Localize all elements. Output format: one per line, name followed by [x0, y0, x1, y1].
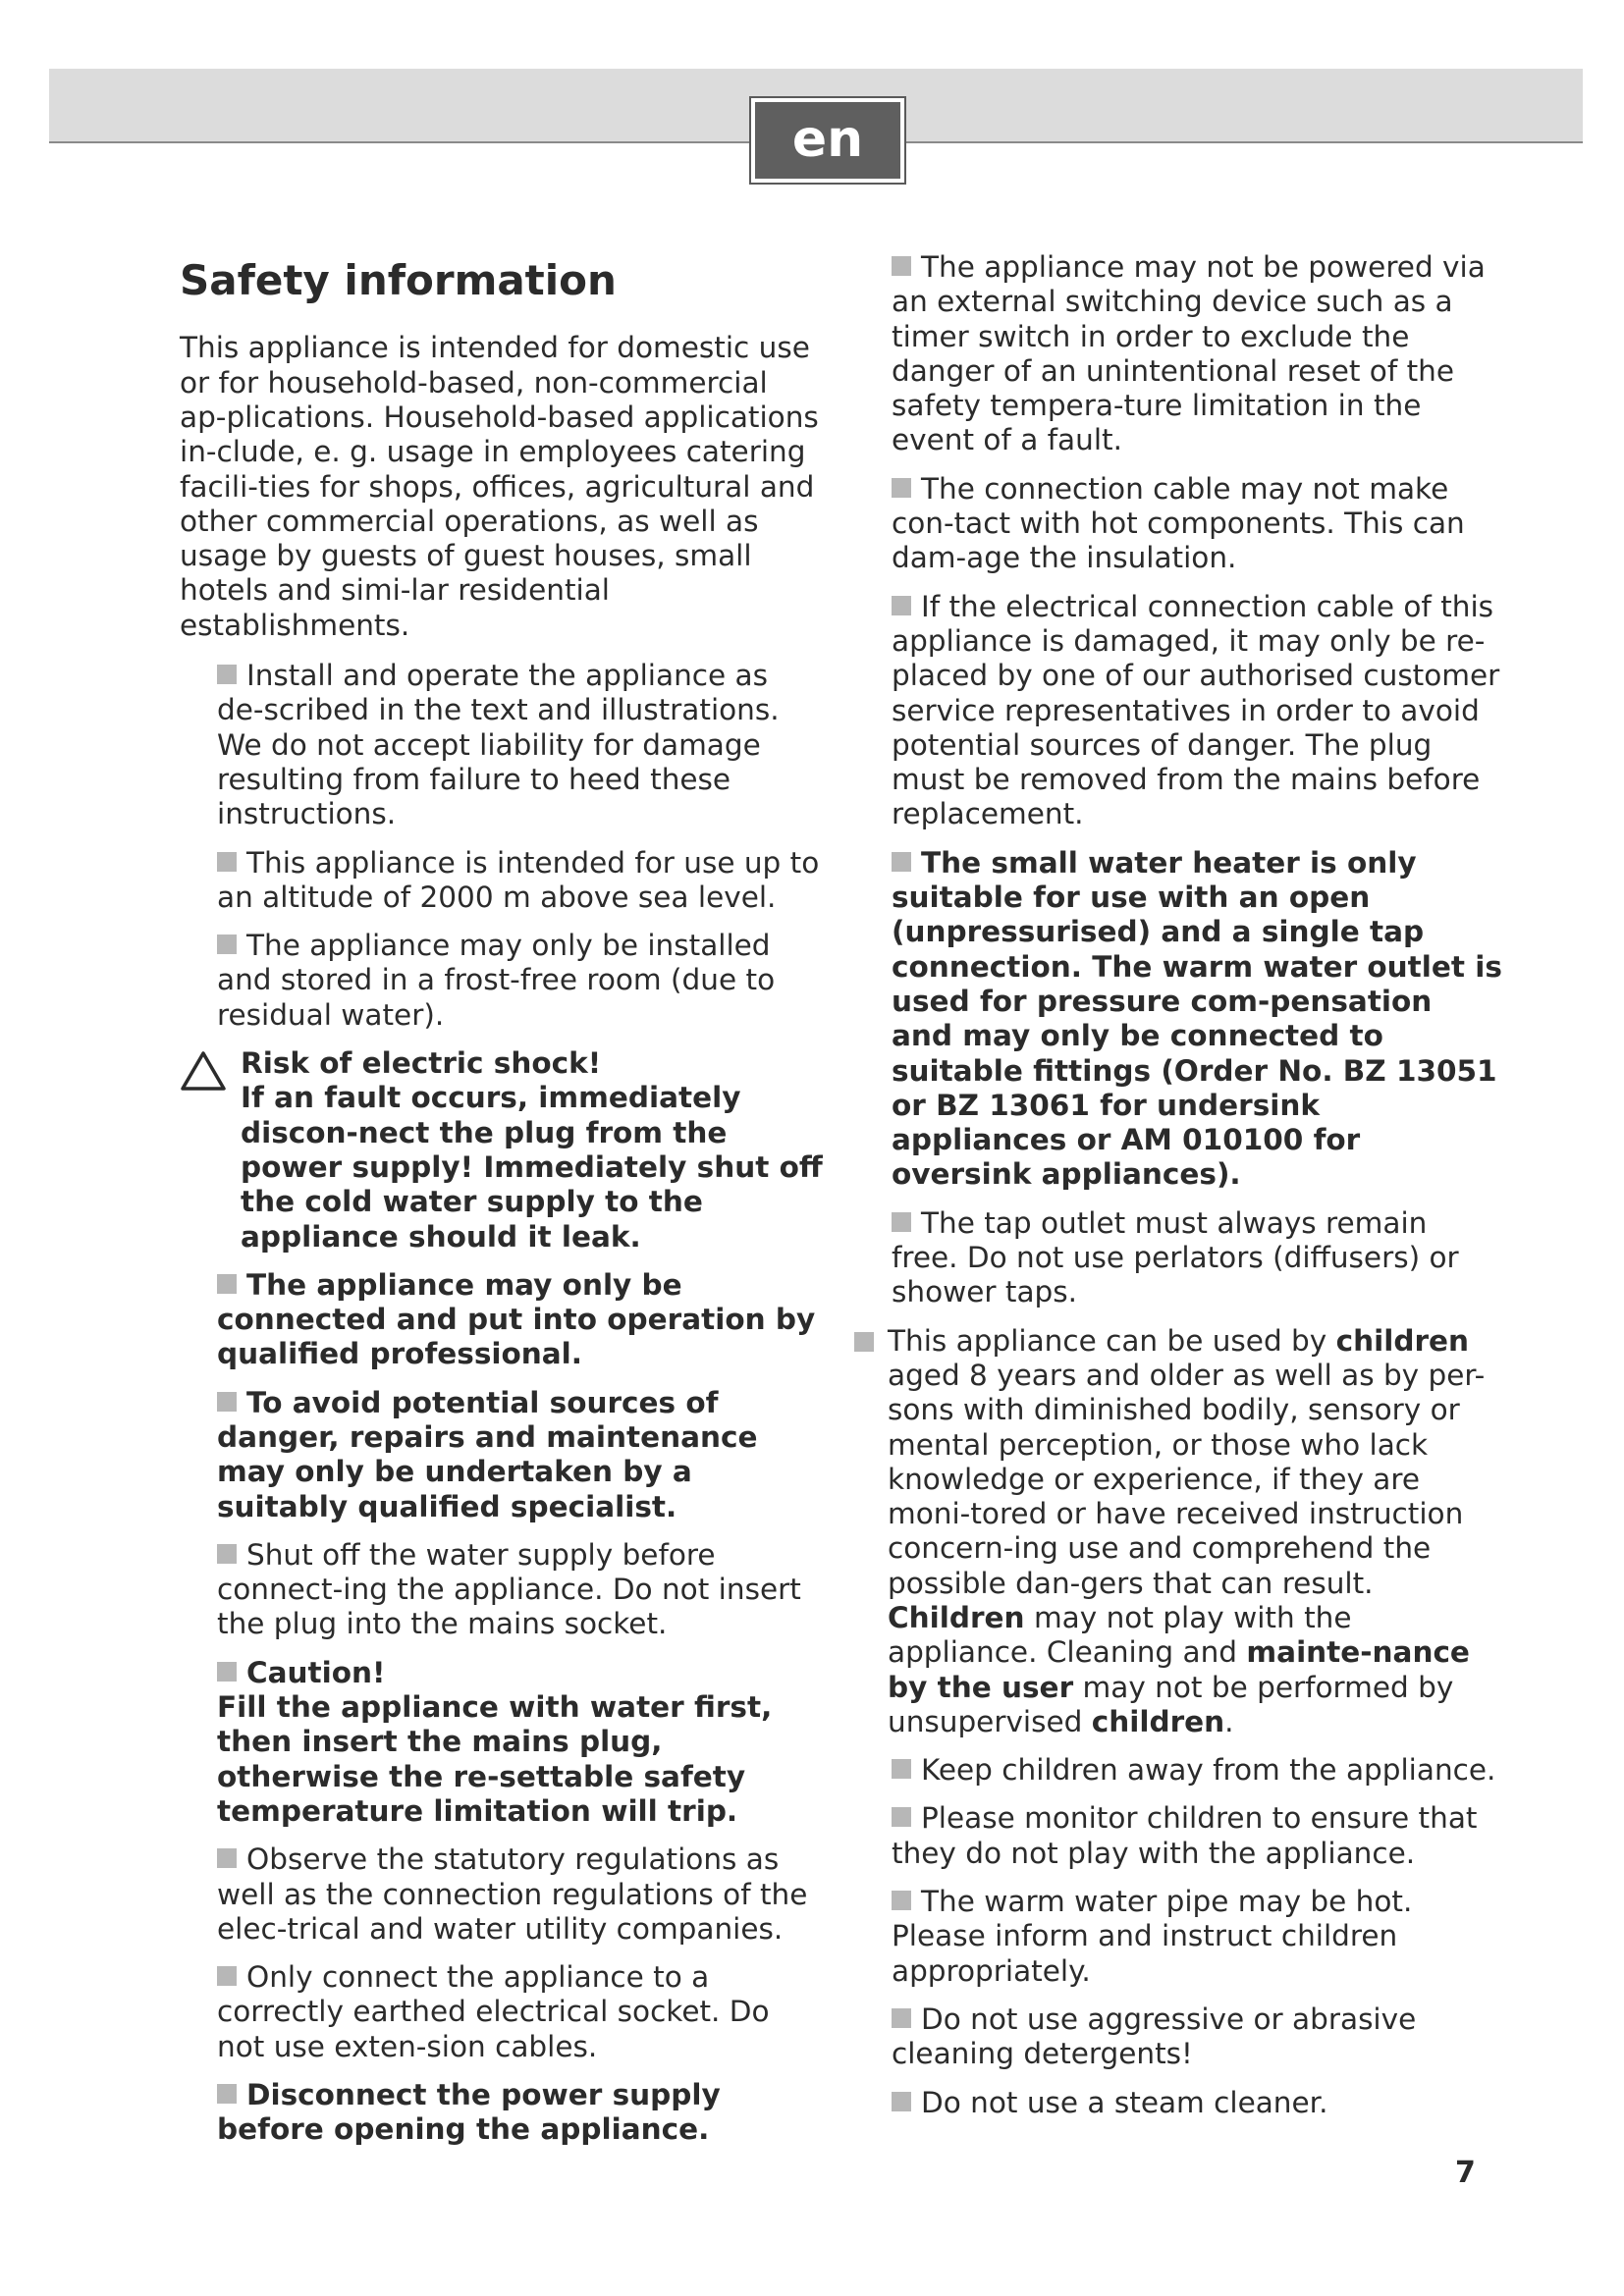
bullet-square-icon	[217, 1848, 237, 1868]
right-column	[854, 250, 1502, 2134]
bullet-square-icon	[217, 665, 237, 684]
language-badge	[749, 96, 906, 185]
bullet-square-icon	[217, 1966, 237, 1986]
bullet-square-icon	[892, 2092, 911, 2111]
list-item-cable-contact: The connection cable may not make con-tact with hot components. This can dam-age the insulation.	[892, 471, 1465, 575]
bullet-square-icon	[217, 1544, 237, 1564]
caution-text: Fill the appliance with water first, then insert the mains plug, otherwise the re-settable safety temperature limitation will trip.	[217, 1690, 773, 1828]
bullet-square-icon	[892, 1807, 911, 1827]
bullet-square-icon	[217, 1274, 237, 1294]
bullet-square-icon	[217, 2084, 237, 2104]
bullet-square-icon	[892, 1759, 911, 1779]
bullet-square-icon	[217, 934, 237, 954]
list-item-frost: The appliance may only be installed and stored in a frost-free room (due to residual water).	[217, 929, 776, 1032]
list-item-install: Install and operate the appliance as de-scribed in the text and illustrations. We do not accept liability for damage resulting from failure to heed these instructions.	[217, 659, 780, 831]
list-item-timer: The appliance may not be powered via an external switching device such as a timer switch in order to exclude the danger of an unintentional reset of the safety tempera-ture limitation in the event of a fault.	[892, 250, 1486, 457]
list-item-repairs: To avoid potential sources of danger, repairs and maintenance may only be undertaken by a suitably qualified specialist.	[217, 1385, 758, 1523]
bullet-square-icon	[854, 1332, 874, 1352]
list-item-steam: Do not use a steam cleaner.	[854, 2086, 1502, 2120]
bullet-square-icon	[892, 1891, 911, 1910]
bullet-square-icon	[217, 1392, 237, 1412]
list-item-children	[854, 1324, 1502, 1740]
caution-title: Caution!	[246, 1655, 386, 1689]
left-column	[180, 250, 823, 2162]
bullet-square-icon	[892, 256, 911, 276]
list-item-detergents: Do not use aggressive or abrasive cleaning detergents!	[892, 2002, 1417, 2071]
list-item-cable-damaged: If the electrical connection cable of this appliance is damaged, it may only be re-placed by one of our authorised customer service representatives in order to avoid potential sources of danger. The plug must be removed from the mains before replacement.	[892, 589, 1500, 831]
bullet-square-icon	[217, 1662, 237, 1682]
bullet-square-icon	[892, 478, 911, 498]
list-item-qualified: The appliance may only be connected and put into operation by qualified professional.	[217, 1267, 816, 1371]
list-item-shutoff: Shut off the water supply before connect-ing the appliance. Do not insert the plug into the mains socket.	[217, 1537, 801, 1641]
bullet-square-icon	[892, 1212, 911, 1232]
list-item-earthed: Only connect the appliance to a correctly earthed electrical socket. Do not use exten-sion cables.	[217, 1960, 770, 2063]
warning-triangle-icon	[180, 1050, 227, 1092]
electric-shock-warning	[180, 1046, 823, 1255]
page-number: 7	[1455, 2156, 1476, 2190]
intro-paragraph: This appliance is intended for domestic use or for household-based, non-commercial ap-plications. Household-based applications in-clude, e. g. usage in employees catering facili-ties for shops, offices, agricultural and other commercial operations, as well as usage by guests of guest houses, small hotels and simi-lar residential establishments.	[180, 331, 819, 642]
bullet-square-icon	[217, 852, 237, 872]
language-code: en	[755, 102, 900, 179]
list-item-keep-away: Keep children away from the appliance.	[854, 1753, 1502, 1788]
list-item-tap-outlet: The tap outlet must always remain free. Do not use perlators (diffusers) or shower taps.	[892, 1205, 1459, 1309]
list-item-open-heater: The small water heater is only suitable for use with an open (unpressurised) and a single tap connection. The warm water outlet is used for pressure com-pensation and may only be connected to suitable fittings (Order No. BZ 13051 or BZ 13061 for undersink appliances or AM 010100 for oversink appliances).	[892, 845, 1502, 1192]
page-title: Safety information	[180, 256, 617, 304]
warning-text: If an fault occurs, immediately discon-nect the plug from the power supply! Immediately shut off the cold water supply to the appliance should it leak.	[241, 1081, 823, 1254]
list-item-regulations: Observe the statutory regulations as well as the connection regulations of the elec-trical and water utility companies.	[217, 1842, 808, 1946]
list-item-disconnect: Disconnect the power supply before opening the appliance.	[217, 2078, 721, 2147]
list-item-altitude: This appliance is intended for use up to an altitude of 2000 m above sea level.	[217, 845, 820, 914]
list-item-monitor: Please monitor children to ensure that they do not play with the appliance.	[892, 1801, 1478, 1870]
list-item-hot-pipe: The warm water pipe may be hot. Please inform and instruct children appropriately.	[892, 1885, 1413, 1988]
bullet-square-icon	[892, 2008, 911, 2028]
warning-title: Risk of electric shock!	[241, 1046, 602, 1081]
bullet-square-icon	[892, 852, 911, 872]
children-paragraph: This appliance can be used by children aged 8 years and older as well as by per-sons with diminished bodily, sensory or mental perception, or those who lack knowledge or experience, if they are moni-tored or have received instruction concern-ing use and comprehend the possible dan-gers that can result. Children may not play with the appliance. Cleaning and mainte-nance by the user may not be performed by unsupervised children.	[888, 1323, 1486, 1738]
list-item-caution	[180, 1656, 823, 1829]
bullet-square-icon	[892, 596, 911, 615]
